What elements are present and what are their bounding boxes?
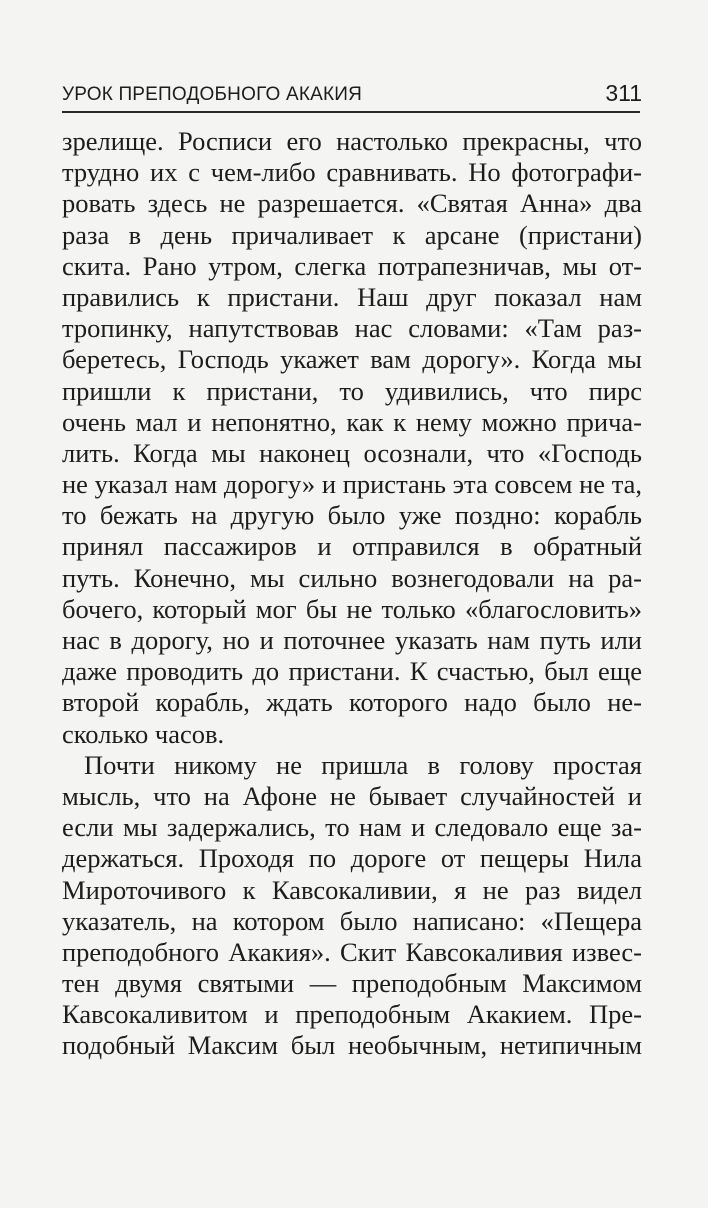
text-line: раза в день причаливает к арсане (пристани)	[62, 219, 642, 250]
text-line: пришли к пристани, то удивились, что пирс	[62, 375, 642, 406]
text-line: беретесь, Господь укажет вам дорогу». Когда мы	[62, 344, 642, 375]
text-line: преподобного Акакия». Скит Кавсокаливия извес-	[62, 936, 642, 967]
text-line: нас в дорогу, но и поточнее указать нам путь или	[62, 625, 642, 655]
text-line: бочего, который мог бы не только «благословить»	[62, 593, 642, 624]
text-line: указатель, на котором было написано: «Пещера	[62, 905, 642, 936]
text-line: путь. Конечно, мы сильно вознегодовали на ра-	[62, 562, 642, 593]
text-line: не указал нам дорогу» и пристань эта совсем не та,	[62, 469, 642, 500]
text-line: если мы задержались, то нам и следовало еще за-	[62, 812, 642, 843]
text-line: сколько часов.	[62, 718, 225, 749]
header-divider	[62, 111, 640, 113]
text-line: Мироточивого к Кавсокаливии, я не раз видел	[62, 874, 642, 905]
page-number: 311	[605, 80, 642, 106]
text-line: правились к пристани. Наш друг показал нам	[62, 281, 642, 312]
text-line: трудно их с чем-либо сравнивать. Но фотографи-	[62, 157, 642, 188]
text-line: Почти никому не пришла в голову простая	[84, 749, 642, 780]
text-line: тен двумя святыми — преподобным Максимом	[62, 968, 642, 999]
text-line: принял пассажиров и отправился в обратный	[62, 531, 642, 562]
running-title: УРОК ПРЕПОДОБНОГО АКАКИЯ	[62, 84, 363, 105]
text-line: лить. Когда мы наконец осознали, что «Господь	[62, 437, 642, 468]
text-line: мысль, что на Афоне не бывает случайностей и	[62, 780, 642, 811]
text-line: ровать здесь не разрешается. «Святая Анна» два	[62, 188, 642, 219]
text-line: тропинку, напутствовав нас словами: «Там раз-	[62, 313, 642, 344]
text-line: даже проводить до пристани. К счастью, был еще	[62, 656, 642, 687]
body-text	[62, 126, 642, 1062]
text-line: то бежать на другую было уже поздно: корабль	[62, 500, 642, 531]
text-line: Кавсокаливитом и преподобным Акакием. Пре-	[62, 999, 642, 1030]
text-line: скита. Рано утром, слегка потрапезничав, мы от-	[62, 250, 642, 281]
text-line: подобный Максим был необычным, нетипичным	[62, 1030, 642, 1061]
text-line: держаться. Проходя по дороге от пещеры Нила	[62, 843, 642, 874]
text-line: зрелище. Росписи его настолько прекрасны, что	[62, 126, 642, 156]
text-line: второй корабль, ждать которого надо было не-	[62, 687, 642, 718]
text-line: очень мал и непонятно, как к нему можно прича-	[62, 406, 642, 437]
page-header	[62, 80, 642, 110]
